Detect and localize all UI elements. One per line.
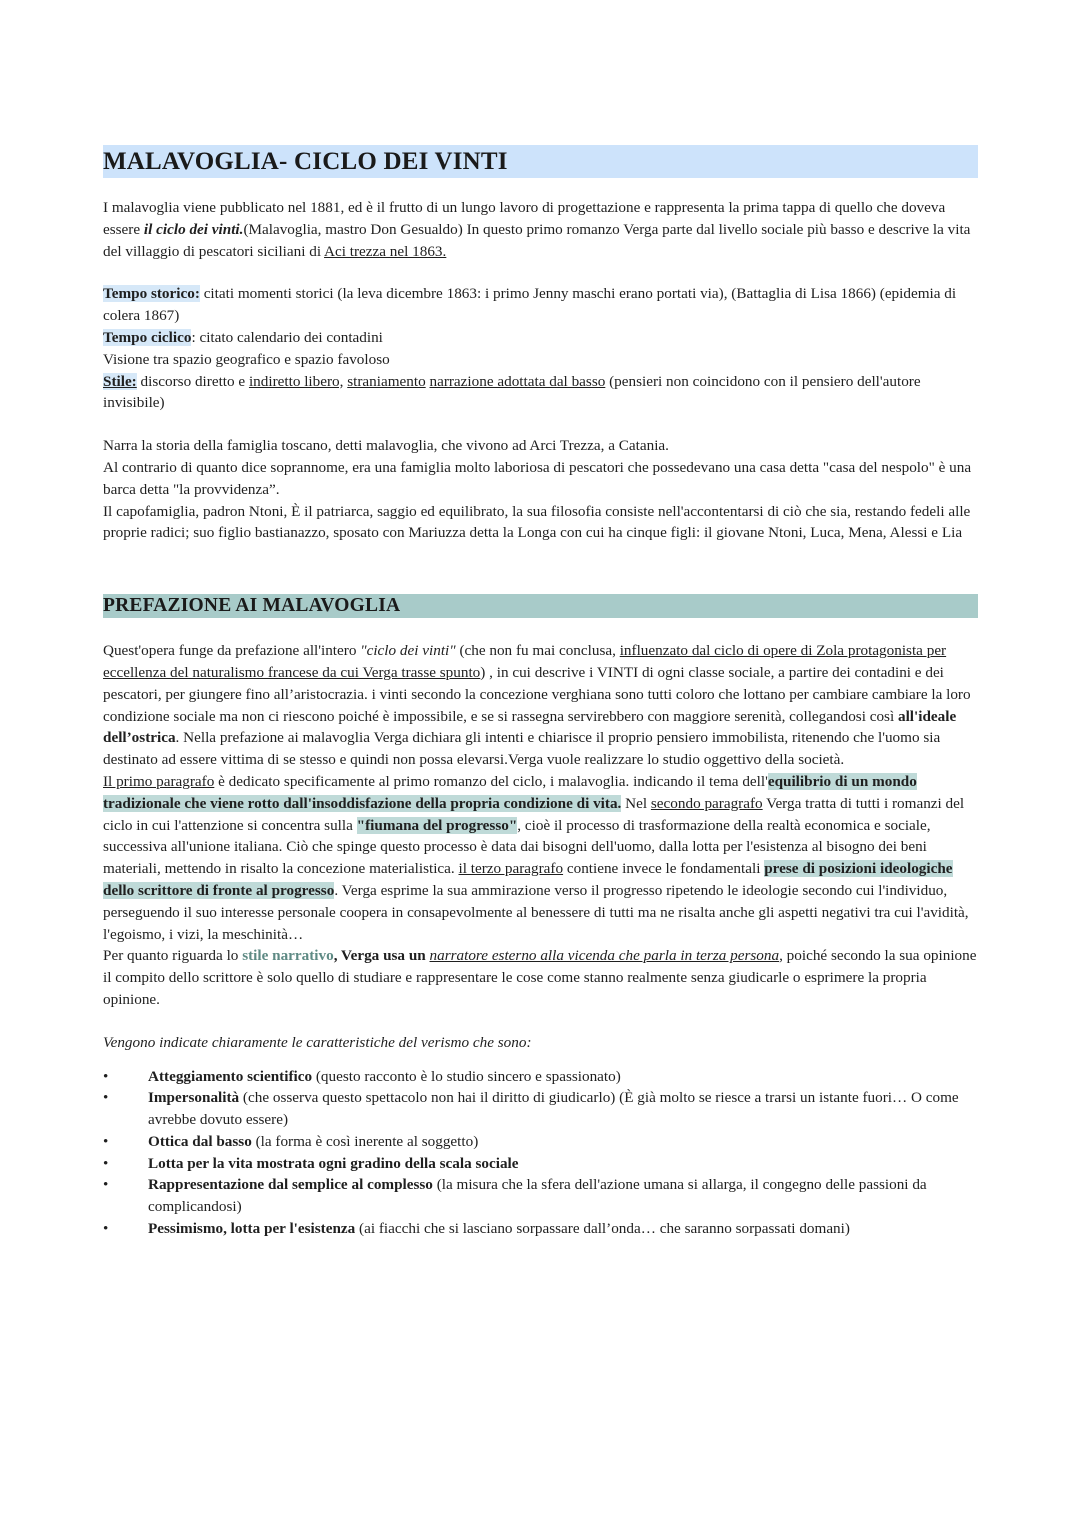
narratore-esterno: narratore esterno alla vicenda che parla in terza persona [429, 947, 780, 965]
stile-narrazione: narrazione adottata dal basso [429, 372, 606, 390]
bullet-icon: • [103, 1220, 109, 1238]
stile-text: (pensieri non coincidono con il pensiero dell'autore invisibile) [103, 372, 921, 412]
stile-straniamento: straniamento [347, 372, 426, 390]
intro-paragraph [103, 197, 978, 262]
verismo-item-text: (la forma è così inerente al soggetto) [251, 1132, 479, 1150]
prefazione-text: ) , in cui descrive i VINTI di ogni classe sociale, a partire dei contadini e dei pescatori, per giungere fino all’aristocrazia. i vinti secondo la concezione verghiana sono tutti coloro che lottano per cambiare cambiare la loro condizione sociale ma non ci riescono poiché è impossibile, e se si rassegna servirebbero con maggiore serenità, collegandosi così [103, 663, 971, 725]
document-page [103, 145, 978, 1240]
bullet-icon: • [103, 1089, 109, 1107]
prefazione-text: . Nella prefazione ai malavoglia Verga dichiara gli intenti e chiarisce il proprio pensiero immobilista, ritenendo che l'uomo sia destinato ad essere vittima di se stesso e quindi non possa elevarsi.Verga vuole realizzare lo studio oggettivo della società. [103, 729, 941, 769]
tempo-storico-label: Tempo storico: [103, 285, 200, 303]
storia-line-2: Al contrario di quanto dice soprannome, era una famiglia molto laboriosa di pescatori che possedevano una casa detta "casa del nespolo" è una barca detta "la provvidenza”. [103, 458, 972, 498]
prefazione-paragraph-1 [103, 640, 978, 771]
intro-text: I malavoglia viene pubblicato nel 1881, ed è il frutto di un lungo lavoro di progettazione e rappresenta la prima tappa di quello che doveva essere [103, 199, 946, 238]
verismo-item-title: Rappresentazione dal semplice al complesso [148, 1176, 433, 1194]
intro-ciclo-dei-vinti: il ciclo dei vinti. [143, 220, 244, 238]
stile-label: Stile: [103, 372, 137, 390]
stile-narrativo: stile narrativo [242, 947, 334, 965]
prefazione-text: . Verga esprime la sua ammirazione verso il progresso ripetendo le ideologie secondo cui l'individuo, perseguendo il suo interesse personale coopera in consapevolmente al benessere di tutti ma ne risalta anche gli aspetti negativi tra cui l'avidità, l'egoismo, i vizi, la meschinità… [103, 881, 969, 943]
tempo-storico-line [103, 283, 978, 327]
intro-text: (Malavoglia, mastro Don Gesualdo) In questo primo romanzo Verga parte dal livello sociale più basso e descrive la vita del villaggio di pescatori siciliani di [103, 220, 971, 260]
stile-indiretto-libero: indiretto libero, [248, 372, 344, 390]
bullet-icon: • [103, 1176, 109, 1194]
prefazione-paragraph-3 [103, 945, 978, 1010]
tempo-ciclico-line [103, 327, 978, 349]
prefazione-text: Per quanto riguarda lo [103, 947, 243, 965]
prefazione-paragraph-2 [103, 771, 978, 945]
highlight-fiumana: "fiumana del progresso" [356, 816, 518, 834]
bullet-icon: • [103, 1132, 109, 1150]
verismo-item [103, 1066, 978, 1088]
stile-line [103, 371, 978, 415]
prefazione-text: (che non fu mai conclusa, [455, 642, 620, 660]
prefazione-text: Nel [621, 794, 651, 812]
verismo-item-title: Pessimismo, lotta per l'esistenza [148, 1220, 356, 1238]
verismo-item-text: (questo racconto è lo studio sincero e spassionato) [312, 1067, 621, 1085]
highlight-equilibrio: equilibrio di un mondo tradizionale che viene rotto dall'insoddisfazione della propria condizione di vita. [103, 772, 917, 812]
tempo-storico-text: citati momenti storici (la leva dicembre 1863: i primo Jenny maschi erano portati via), (Battaglia di Lisa 1866) (epidemia di colera 1867) [103, 285, 957, 325]
verismo-item [103, 1174, 978, 1218]
visione-line: Visione tra spazio geografico e spazio favoloso [103, 350, 390, 368]
verismo-item-title: Atteggiamento scientifico [148, 1067, 313, 1085]
stile-text: discorso diretto e [136, 372, 249, 390]
bullet-icon: • [103, 1067, 109, 1085]
verismo-item-text: (la misura che la sfera dell'azione umana si allarga, il congegno delle passioni da complicandosi) [148, 1176, 927, 1216]
section-title-prefazione: PREFAZIONE AI MALAVOGLIA [103, 594, 978, 618]
tempo-ciclico-label: Tempo ciclico [103, 328, 192, 346]
secondo-paragrafo: secondo paragrafo [650, 794, 763, 812]
verismo-item [103, 1087, 978, 1131]
verismo-item [103, 1131, 978, 1153]
verismo-item-title: Impersonalità [148, 1089, 240, 1107]
bullet-icon: • [103, 1154, 109, 1172]
highlight-prese-di-posizione: prese di posizioni ideologiche dello scrittore di fronte al progresso [103, 860, 953, 899]
ideale-ostrica: all'ideale dell’ostrica [103, 707, 957, 747]
section-title-malavoglia: MALAVOGLIA- CICLO DEI VINTI [103, 145, 978, 178]
verismo-item-title: Lotta per la vita mostrata ogni gradino della scala sociale [148, 1154, 519, 1172]
intro-aci-trezza: Aci trezza nel 1863. [324, 242, 447, 260]
prefazione-text: , poiché secondo la sua opinione il compito dello scrittore è solo quello di studiare e rappresentare le cose come stanno realmente senza giudicarle o esprimere la propria opinione. [103, 947, 977, 1008]
prefazione-text: Verga tratta di tutti i romanzi del ciclo in cui l'attenzione si concentra sulla [103, 794, 965, 834]
verismo-item-text: (che osserva questo spettacolo non hai il diritto di giudicarlo) (È già molto se riesce a trarsi un istante fuori… O come avrebbe dovuto essere) [148, 1089, 959, 1129]
prefazione-text: Quest'opera funge da prefazione all'intero [103, 642, 361, 660]
verismo-item [103, 1218, 978, 1240]
verismo-item [103, 1153, 978, 1175]
storia-line-1: Narra la storia della famiglia toscano, detti malavoglia, che vivono ad Arci Trezza, a Catania. [103, 437, 669, 455]
zola-reference: influenzato dal ciclo di opere di Zola protagonista per eccellenza del naturalismo francese da cui Verga trasse spunto [103, 642, 947, 681]
primo-paragrafo: Il primo paragrafo [103, 772, 215, 790]
terzo-paragrafo: il terzo paragrafo [458, 860, 564, 878]
verismo-item-title: Ottica dal basso [148, 1132, 252, 1150]
prefazione-text: , cioè il processo di trasformazione della realtà economica e sociale, successiva all'unione italiana. Ciò che spinge questo processo è data dai bisogni dell'uomo, dalla lotta per l'esistenza al bisogno dei beni materiali, mettendo in risalto la concezione materialistica. [103, 816, 931, 878]
prefazione-text: , Verga usa un [333, 947, 430, 965]
verismo-intro: Vengono indicate chiaramente le caratteristiche del verismo che sono: [103, 1033, 532, 1051]
ciclo-dei-vinti-quote: "ciclo dei vinti" [360, 642, 456, 660]
prefazione-text: è dedicato specificamente al primo romanzo del ciclo, i malavoglia. indicando il tema dell' [214, 772, 768, 790]
prefazione-text: contiene invece le fondamentali [563, 860, 765, 878]
verismo-list [103, 1066, 978, 1240]
storia-line-3: Il capofamiglia, padron Ntoni, È il patriarca, saggio ed equilibrato, la sua filosofia consiste nell'accontentarsi di ciò che sia, restando fedeli alle proprie radici; suo figlio bastianazzo, sposato con Mariuzza detta la Longa con cui ha cinque figli: il giovane Ntoni, Luca, Mena, Alessi e Lia [103, 502, 971, 542]
verismo-item-text: (ai fiacchi che si lasciano sorpassare dall’onda… che saranno sorpassati domani) [355, 1220, 850, 1238]
tempo-ciclico-text: : citato calendario dei contadini [191, 328, 383, 346]
